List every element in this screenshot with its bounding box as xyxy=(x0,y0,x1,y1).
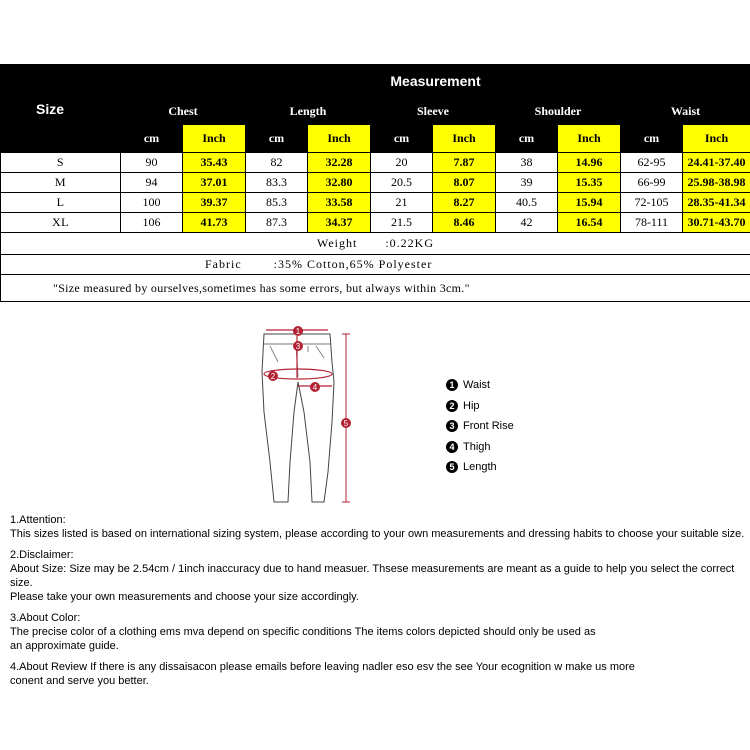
table-cell: 41.73 xyxy=(183,213,246,233)
attention-text: This sizes listed is based on international sizing system, please according to your own measurements and dressing habits to choose your suitable size. xyxy=(10,528,745,540)
table-row xyxy=(1,153,750,173)
table-cell: 39.37 xyxy=(183,193,246,213)
unit-inch: Inch xyxy=(558,125,621,153)
disclaimer-title: 2.Disclaimer: xyxy=(10,549,74,561)
table-cell: 85.3 xyxy=(246,193,308,213)
pants-illustration xyxy=(250,322,370,514)
legend-number: 4 xyxy=(446,441,458,453)
table-cell: 32.28 xyxy=(308,153,371,173)
size-note: "Size measured by ourselves,sometimes has some errors, but always within 3cm." xyxy=(1,275,750,302)
unit-cm: cm xyxy=(371,125,433,153)
table-cell: 37.01 xyxy=(183,173,246,193)
disclaimer-text: Please take your own measurements and choose your size accordingly. xyxy=(10,591,359,603)
pants-diagram xyxy=(250,322,370,514)
table-cell: 34.37 xyxy=(308,213,371,233)
notes-section xyxy=(10,513,750,688)
note-row xyxy=(1,275,750,302)
table-cell: 72-105 xyxy=(621,193,683,213)
table-cell: 8.07 xyxy=(433,173,496,193)
shoulder-header: Shoulder xyxy=(496,98,621,125)
measurement-header: Measurement xyxy=(121,65,750,98)
legend-item xyxy=(446,375,514,396)
legend-label: Thigh xyxy=(463,440,491,453)
review-text: conent and serve you better. xyxy=(10,675,149,687)
table-cell: 35.43 xyxy=(183,153,246,173)
table-cell: 82 xyxy=(246,153,308,173)
marker-4: 4 xyxy=(310,382,320,392)
table-cell: 8.27 xyxy=(433,193,496,213)
table-cell: 20 xyxy=(371,153,433,173)
table-cell: 21 xyxy=(371,193,433,213)
table-cell: 83.3 xyxy=(246,173,308,193)
unit-inch: Inch xyxy=(308,125,371,153)
table-cell: 33.58 xyxy=(308,193,371,213)
attention-title: 1.Attention: xyxy=(10,514,66,526)
marker-5: 5 xyxy=(341,418,351,428)
size-value: S xyxy=(1,153,121,173)
table-cell: 66-99 xyxy=(621,173,683,193)
legend-number: 3 xyxy=(446,420,458,432)
table-cell: 21.5 xyxy=(371,213,433,233)
marker-1: 1 xyxy=(293,326,303,336)
review-text: 4.About Review If there is any dissaisacon please emails before leaving nadler eso esv the see Your ecognition w make us more xyxy=(10,661,635,673)
unit-cm: cm xyxy=(121,125,183,153)
unit-inch: Inch xyxy=(683,125,750,153)
size-header: Size xyxy=(1,65,121,153)
table-cell: 7.87 xyxy=(433,153,496,173)
chest-header: Chest xyxy=(121,98,246,125)
legend-number: 2 xyxy=(446,400,458,412)
fabric-value: :35% Cotton,65% Polyester xyxy=(273,257,433,271)
unit-cm: cm xyxy=(621,125,683,153)
table-cell: 20.5 xyxy=(371,173,433,193)
table-cell: 15.94 xyxy=(558,193,621,213)
length-header: Length xyxy=(246,98,371,125)
fabric-label: Fabric xyxy=(205,257,242,271)
color-text: The precise color of a clothing ems mva depend on specific conditions The items colors depicted should only be used as xyxy=(10,626,596,638)
legend-number: 1 xyxy=(446,379,458,391)
size-value: M xyxy=(1,173,121,193)
unit-inch: Inch xyxy=(433,125,496,153)
table-cell: 40.5 xyxy=(496,193,558,213)
table-cell: 28.35-41.34 xyxy=(683,193,750,213)
table-cell: 39 xyxy=(496,173,558,193)
table-cell: 62-95 xyxy=(621,153,683,173)
table-cell: 100 xyxy=(121,193,183,213)
weight-value: :0.22KG xyxy=(385,236,435,250)
table-row xyxy=(1,193,750,213)
legend-item xyxy=(446,416,514,437)
table-cell: 78-111 xyxy=(621,213,683,233)
table-cell: 30.71-43.70 xyxy=(683,213,750,233)
disclaimer-text: About Size: Size may be 2.54cm / 1inch inaccuracy due to hand measuer. Thsese measurements are meant as a guide to help you select the correct size. xyxy=(10,563,735,589)
table-row xyxy=(1,213,750,233)
table-row xyxy=(1,173,750,193)
unit-cm: cm xyxy=(496,125,558,153)
table-cell: 24.41-37.40 xyxy=(683,153,750,173)
legend-label: Length xyxy=(463,461,497,474)
unit-cm: cm xyxy=(246,125,308,153)
size-value: L xyxy=(1,193,121,213)
table-cell: 106 xyxy=(121,213,183,233)
sleeve-header: Sleeve xyxy=(371,98,496,125)
legend-item xyxy=(446,457,514,478)
size-chart-table xyxy=(0,64,750,302)
table-cell: 8.46 xyxy=(433,213,496,233)
waist-header: Waist xyxy=(621,98,750,125)
measurement-legend xyxy=(446,375,514,478)
table-cell: 90 xyxy=(121,153,183,173)
color-text: an approximate guide. xyxy=(10,640,119,652)
legend-label: Front Rise xyxy=(463,420,514,433)
table-cell: 38 xyxy=(496,153,558,173)
table-cell: 32.80 xyxy=(308,173,371,193)
table-cell: 14.96 xyxy=(558,153,621,173)
table-cell: 87.3 xyxy=(246,213,308,233)
legend-item xyxy=(446,437,514,458)
table-cell: 94 xyxy=(121,173,183,193)
legend-label: Waist xyxy=(463,379,491,392)
size-value: XL xyxy=(1,213,121,233)
color-title: 3.About Color: xyxy=(10,612,81,624)
legend-label: Hip xyxy=(463,399,480,412)
table-cell: 16.54 xyxy=(558,213,621,233)
legend-number: 5 xyxy=(446,461,458,473)
legend-item xyxy=(446,396,514,417)
table-cell: 15.35 xyxy=(558,173,621,193)
table-cell: 25.98-38.98 xyxy=(683,173,750,193)
weight-label: Weight xyxy=(316,236,358,250)
weight-row xyxy=(1,233,750,255)
unit-inch: Inch xyxy=(183,125,246,153)
fabric-row xyxy=(1,255,750,275)
table-cell: 42 xyxy=(496,213,558,233)
marker-2: 2 xyxy=(268,371,278,381)
marker-3: 3 xyxy=(293,341,303,351)
